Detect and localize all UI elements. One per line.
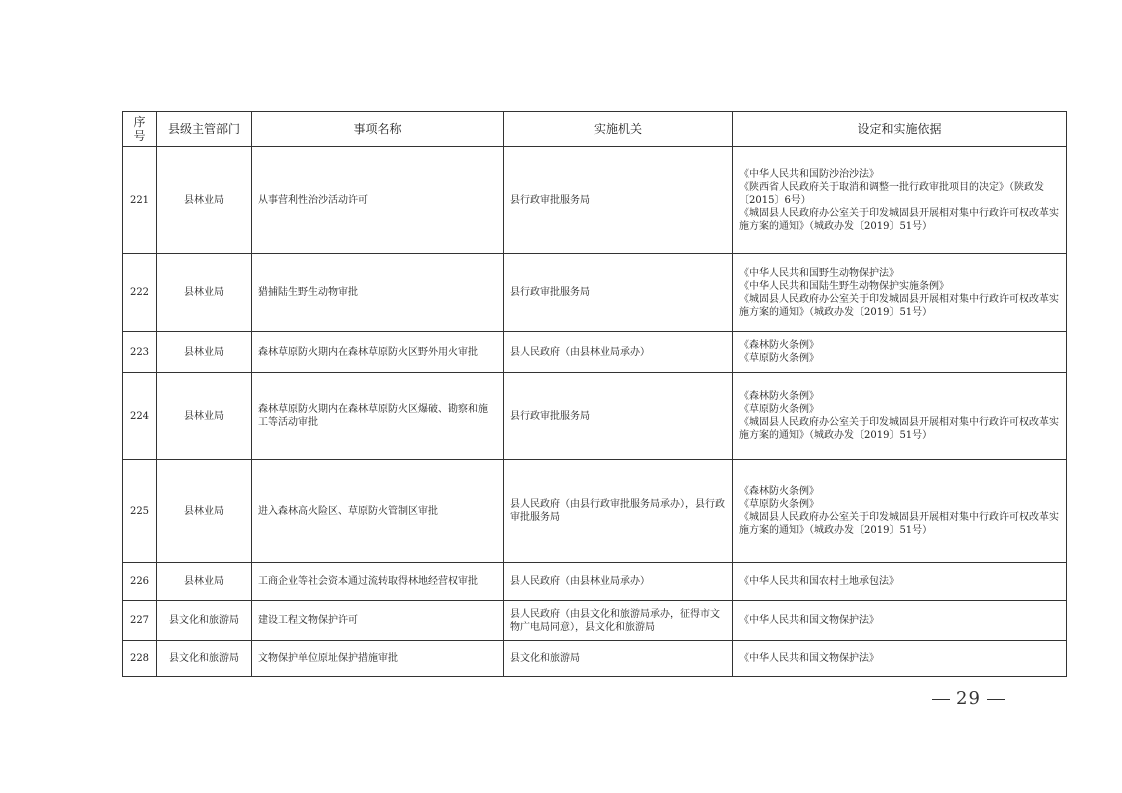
row-no: 222 — [123, 254, 157, 332]
row-basis — [733, 641, 1067, 677]
row-dept: 县林业局 — [157, 254, 252, 332]
row-no: 226 — [123, 563, 157, 601]
row-item: 进入森林高火险区、草原防火管制区审批 — [252, 460, 504, 563]
basis-line: 《森林防火条例》 — [739, 486, 819, 497]
page-number — [926, 688, 1011, 709]
header-basis: 设定和实施依据 — [733, 112, 1067, 147]
basis-line: 《城固县人民政府办公室关于印发城固县开展相对集中行政许可权改革实施方案的通知》（城政办发〔2019〕51号） — [739, 207, 1059, 232]
row-agency: 县文化和旅游局 — [504, 641, 733, 677]
basis-line: 《中华人民共和国野生动物保护法》 — [739, 267, 899, 279]
header-item: 事项名称 — [252, 112, 504, 147]
row-no: 223 — [123, 332, 157, 373]
basis-line: 《森林防火条例》 — [739, 340, 819, 351]
row-agency: 县行政审批服务局 — [504, 373, 733, 460]
basis-line: 《城固县人民政府办公室关于印发城固县开展相对集中行政许可权改革实施方案的通知》（城政办发〔2019〕51号） — [739, 417, 1059, 441]
row-basis — [733, 373, 1067, 460]
row-agency: 县行政审批服务局 — [504, 254, 733, 332]
row-no: 221 — [123, 147, 157, 254]
basis-line: 《城固县人民政府办公室关于印发城固县开展相对集中行政许可权改革实施方案的通知》（城政办发〔2019〕51号） — [739, 512, 1059, 536]
row-item: 文物保护单位原址保护措施审批 — [252, 641, 504, 677]
row-agency: 县人民政府（由县行政审批服务局承办），县行政审批服务局 — [504, 460, 733, 563]
table-row — [123, 641, 1067, 677]
row-agency: 县行政审批服务局 — [504, 147, 733, 254]
row-agency: 县人民政府（由县文化和旅游局承办，征得市文物广电局同意），县文化和旅游局 — [504, 601, 733, 641]
header-dept: 县级主管部门 — [157, 112, 252, 147]
table-row — [123, 147, 1067, 254]
table-row — [123, 373, 1067, 460]
basis-line: 《中华人民共和国文物保护法》 — [739, 615, 879, 626]
row-basis — [733, 254, 1067, 332]
row-dept: 县林业局 — [157, 563, 252, 601]
row-no: 227 — [123, 601, 157, 641]
row-item: 工商企业等社会资本通过流转取得林地经营权审批 — [252, 563, 504, 601]
table-row — [123, 460, 1067, 563]
row-dept: 县林业局 — [157, 373, 252, 460]
header-agency: 实施机关 — [504, 112, 733, 147]
row-basis — [733, 332, 1067, 373]
basis-line: 《中华人民共和国防沙治沙法》 — [739, 168, 879, 180]
table-row — [123, 563, 1067, 601]
header-no: 序号 — [123, 112, 157, 147]
row-dept: 县林业局 — [157, 460, 252, 563]
row-basis — [733, 147, 1067, 254]
row-dept: 县林业局 — [157, 147, 252, 254]
basis-line: 《草原防火条例》 — [739, 499, 819, 510]
row-no: 225 — [123, 460, 157, 563]
table-header-row — [123, 112, 1067, 147]
row-no: 224 — [123, 373, 157, 460]
table-row — [123, 332, 1067, 373]
row-basis — [733, 563, 1067, 601]
dash-right — [987, 699, 1005, 700]
basis-line: 《草原防火条例》 — [739, 353, 819, 364]
row-item: 建设工程文物保护许可 — [252, 601, 504, 641]
row-dept: 县林业局 — [157, 332, 252, 373]
row-basis — [733, 601, 1067, 641]
row-agency: 县人民政府（由县林业局承办） — [504, 563, 733, 601]
row-dept: 县文化和旅游局 — [157, 601, 252, 641]
row-item: 森林草原防火期内在森林草原防火区野外用火审批 — [252, 332, 504, 373]
dash-left — [932, 699, 950, 700]
row-item: 从事营利性治沙活动许可 — [252, 147, 504, 254]
table-row — [123, 254, 1067, 332]
basis-line: 《草原防火条例》 — [739, 404, 819, 415]
row-agency: 县人民政府（由县林业局承办） — [504, 332, 733, 373]
table-row — [123, 601, 1067, 641]
basis-line: 《中华人民共和国农村土地承包法》 — [739, 576, 899, 587]
basis-line: 《城固县人民政府办公室关于印发城固县开展相对集中行政许可权改革实施方案的通知》（城政办发〔2019〕51号） — [739, 293, 1059, 318]
approval-items-table — [122, 111, 1067, 677]
basis-line: 《中华人民共和国陆生野生动物保护实施条例》 — [739, 280, 949, 292]
row-item: 森林草原防火期内在森林草原防火区爆破、勘察和施工等活动审批 — [252, 373, 504, 460]
basis-line: 《陕西省人民政府关于取消和调整一批行政审批项目的决定》（陕政发〔2015〕6号） — [739, 181, 1044, 206]
row-no: 228 — [123, 641, 157, 677]
basis-line: 《森林防火条例》 — [739, 391, 819, 402]
page-number-value: 29 — [956, 688, 981, 709]
basis-line: 《中华人民共和国文物保护法》 — [739, 653, 879, 664]
row-dept: 县文化和旅游局 — [157, 641, 252, 677]
row-item: 猎捕陆生野生动物审批 — [252, 254, 504, 332]
row-basis — [733, 460, 1067, 563]
